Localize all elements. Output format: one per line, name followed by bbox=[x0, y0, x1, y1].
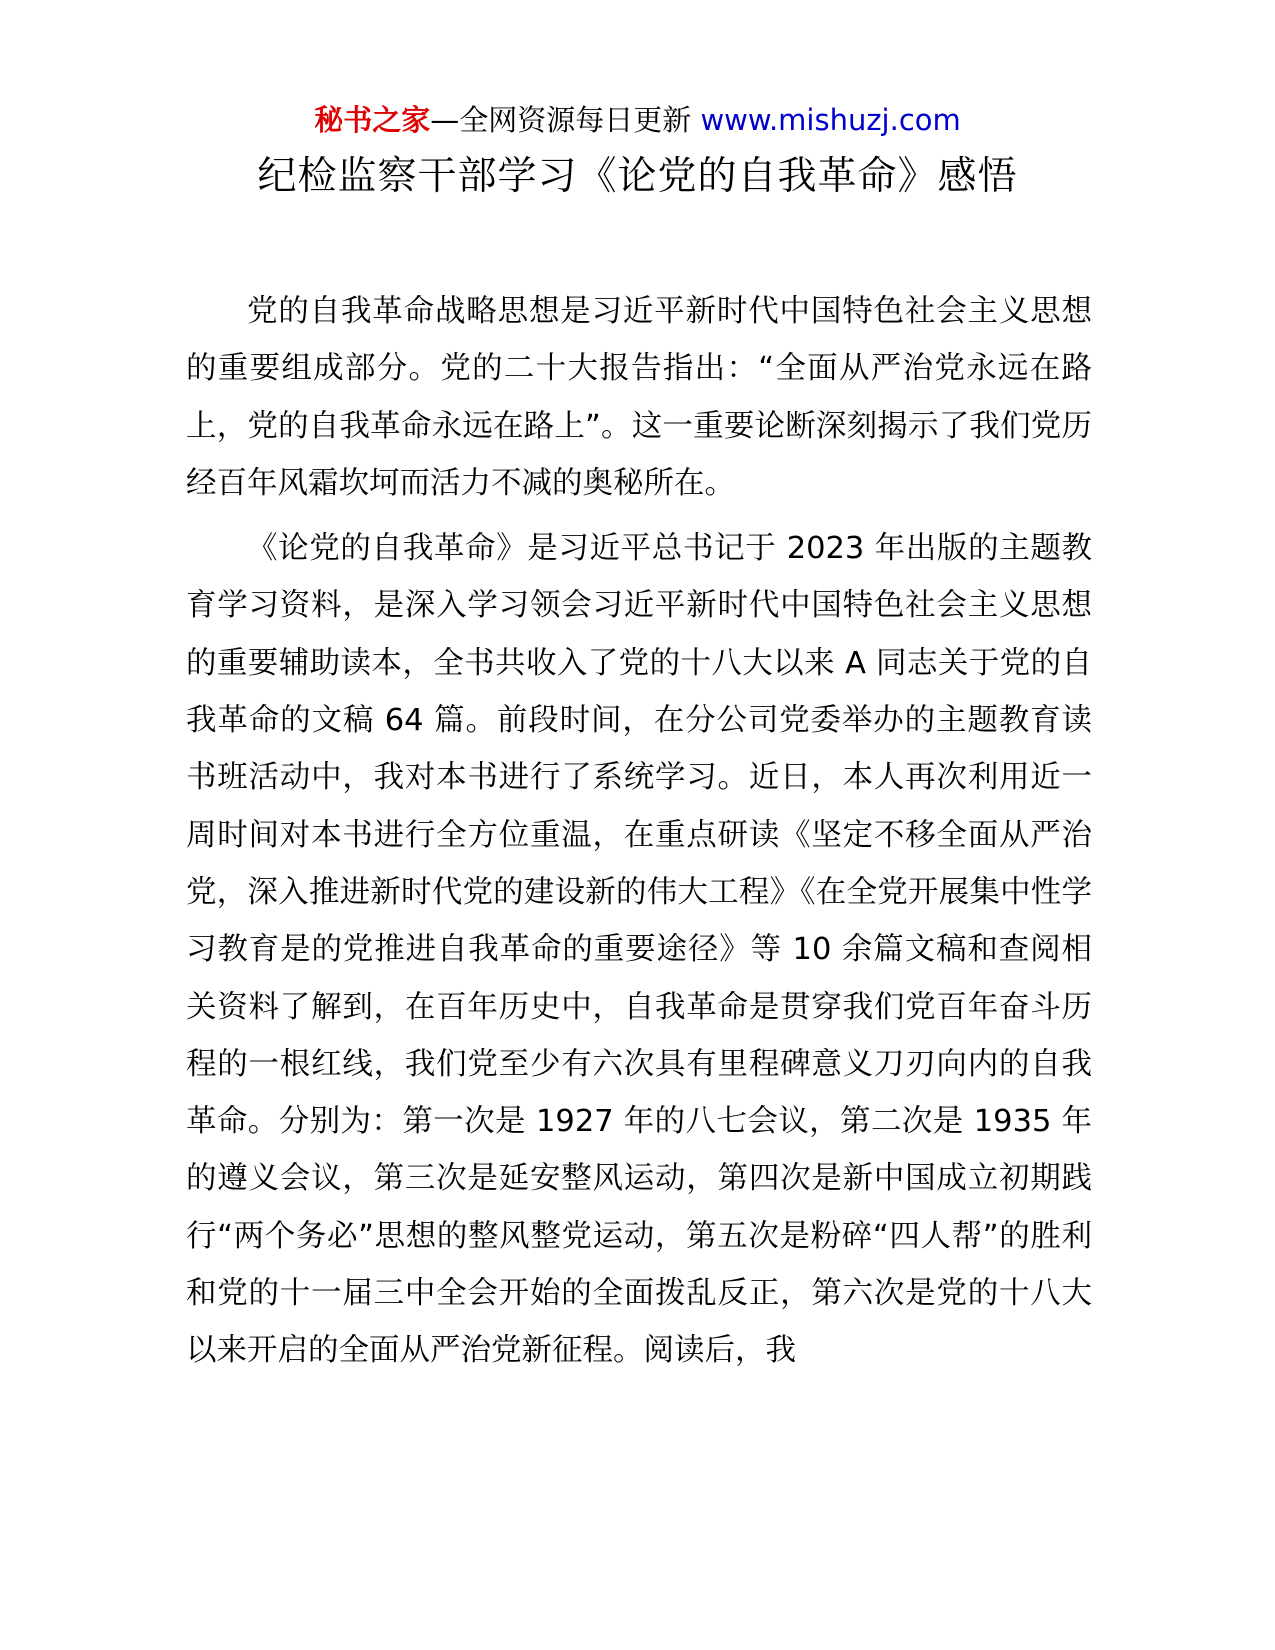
paragraph: 《论党的自我革命》是习近平总书记于 2023 年出版的主题教育学习资料，是深入学习领会习近平新时代中国特色社会主义思想的重要辅助读本，全书共收入了党的十八大以来 A 同志关于党的自我革命的文稿 64 篇。前段时间，在分公司党委举办的主题教育读书班活动中，我对本书进行了系统学习。近日，本人再次利用近一周时间对本书进行全方位重温，在重点研读《坚定不移全面从严治党，深入推进新时代党的建设新的伟大工程》《在全党开展集中性学习教育是的党推进自我革命的重要途径》等 10 余篇文稿和查阅相关资料了解到，在百年历史中，自我革命是贯穿我们党百年奋斗历程的一根红线，我们党至少有六次具有里程碑意义刀刃向内的自我革命。分别为：第一次是 1927 年的八七会议，第二次是 1935 年的遵义会议，第三次是延安整风运动，第四次是新中国成立初期践行“两个务必”思想的整风整党运动，第五次是粉碎“四人帮”的胜利和党的十一届三中全会开始的全面拨乱反正，第六次是党的十八大以来开启的全面从严治党新征程。阅读后，我 bbox=[186, 531, 1092, 1369]
brand-name: 秘书之家 bbox=[314, 103, 431, 137]
document-title: 纪检监察干部学习《论党的自我革命》感悟 bbox=[257, 154, 1018, 199]
site-url-link[interactable]: www.mishuzj.com bbox=[700, 103, 961, 137]
site-header bbox=[0, 100, 1275, 140]
header-tagline: —全网资源每日更新 bbox=[430, 103, 701, 137]
document-body bbox=[186, 283, 1092, 1380]
paragraph: 党的自我革命战略思想是习近平新时代中国特色社会主义思想的重要组成部分。党的二十大报告指出：“全面从严治党永远在路上，党的自我革命永远在路上”。这一重要论断深刻揭示了我们党历经百年风霜坎坷而活力不减的奥秘所在。 bbox=[186, 294, 1092, 501]
